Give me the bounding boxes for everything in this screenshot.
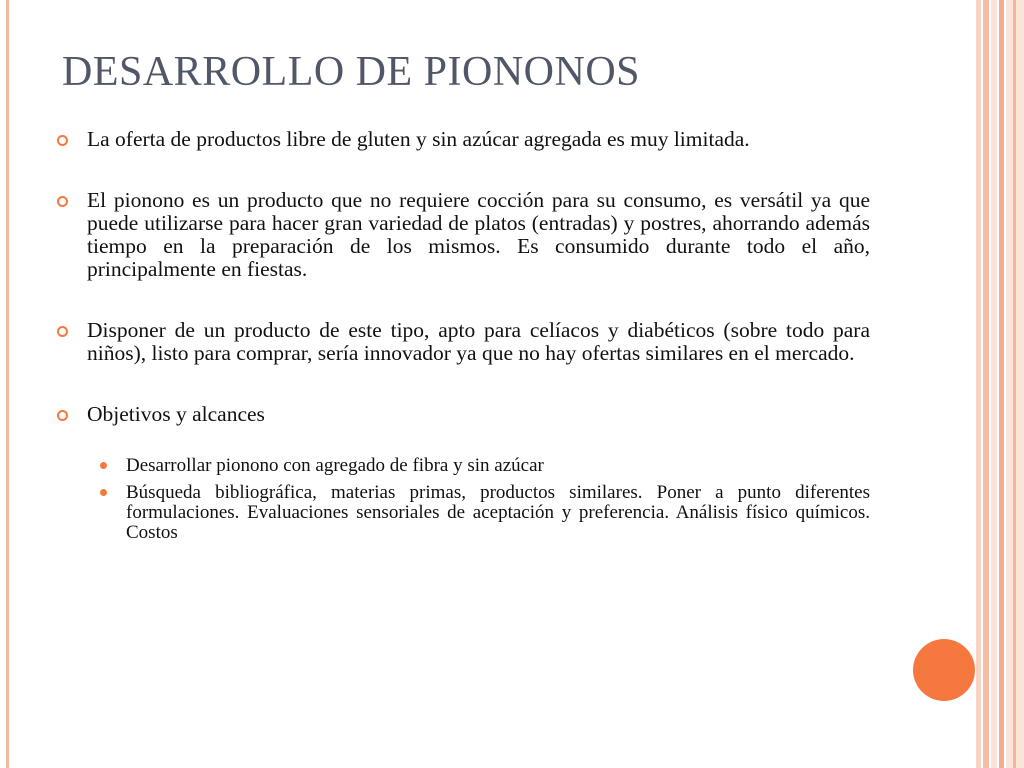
sub-bullet-list bbox=[98, 456, 870, 543]
bullet-item bbox=[50, 189, 870, 281]
right-decorative-stripe bbox=[999, 0, 1004, 768]
bullet-text: Disponer de un producto de este tipo, apto para celíacos y diabéticos (sobre todo para niños), listo para comprar, sería innovador ya que no hay ofertas similares en el mercado. bbox=[87, 318, 870, 365]
ring-bullet-icon bbox=[57, 410, 68, 421]
orange-circle-decoration bbox=[913, 639, 975, 701]
sub-bullet-text: Búsqueda bibliográfica, materias primas, productos similares. Poner a punto diferentes formulaciones. Evaluaciones sensoriales de aceptación y preferencia. Análisis físico químicos. Costos bbox=[126, 482, 870, 543]
sub-bullet-item bbox=[98, 456, 870, 476]
dot-bullet-icon bbox=[100, 489, 107, 496]
dot-bullet-icon bbox=[100, 462, 107, 469]
right-decorative-stripe bbox=[1013, 0, 1016, 768]
right-decorative-stripe bbox=[991, 0, 997, 768]
slide-content bbox=[50, 128, 870, 550]
bullet-item bbox=[50, 128, 870, 151]
sub-bullet-item bbox=[98, 483, 870, 543]
ring-bullet-icon bbox=[57, 196, 68, 207]
bullet-text: El pionono es un producto que no requiere cocción para su consumo, es versátil ya que puede utilizarse para hacer gran variedad de platos (entradas) y postres, ahorrando además tiempo en la preparación de los mismos. Es consumido durante todo el año, principalmente en fiestas. bbox=[87, 188, 870, 281]
bullet-item bbox=[50, 319, 870, 365]
sub-bullet-text: Desarrollar pionono con agregado de fibra y sin azúcar bbox=[126, 455, 544, 476]
slide-title: DESARROLLO DE PIONONOS bbox=[62, 49, 641, 95]
right-decorative-stripe bbox=[983, 0, 989, 768]
ring-bullet-icon bbox=[57, 135, 68, 146]
right-decorative-stripe bbox=[976, 0, 981, 768]
ring-bullet-icon bbox=[57, 326, 68, 337]
bullet-text: La oferta de productos libre de gluten y sin azúcar agregada es muy limitada. bbox=[87, 127, 750, 151]
bullet-text: Objetivos y alcances bbox=[87, 402, 265, 426]
bullet-item bbox=[50, 403, 870, 426]
left-decorative-stripe bbox=[6, 0, 9, 768]
